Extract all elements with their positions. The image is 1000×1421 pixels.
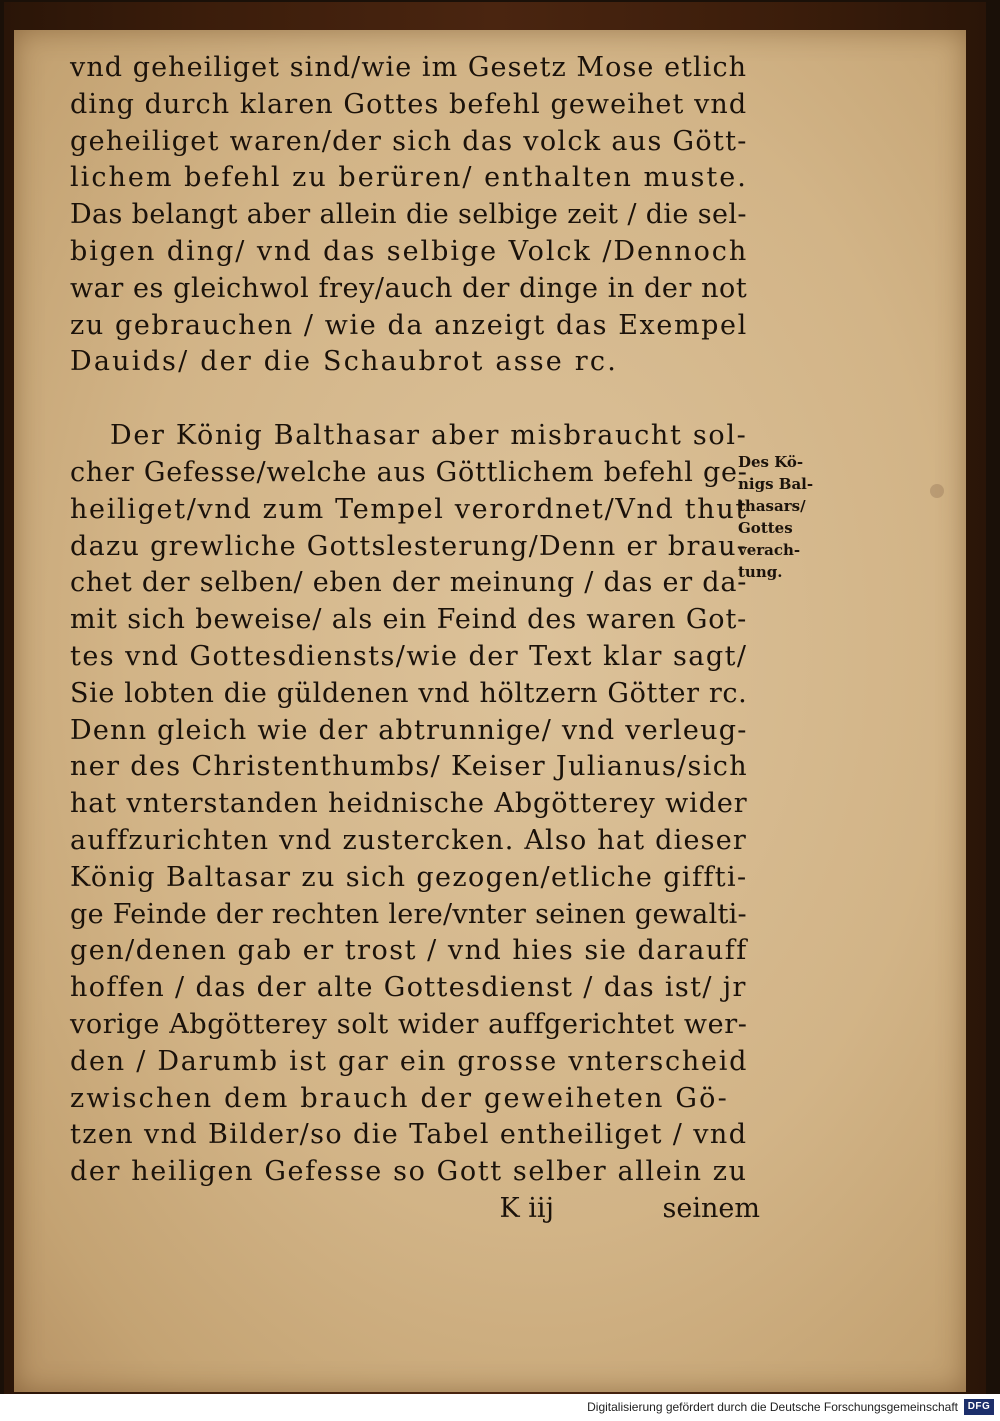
text-line: ner des Christenthumbs/ Keiser Julianus/sich <box>70 751 748 783</box>
paragraph-1 <box>70 50 760 381</box>
footer-bar <box>0 1394 1000 1421</box>
text-line: Sie lobten die güldenen vnd höltzern Götter rc. <box>70 677 748 709</box>
text-line: cher Gefesse/welche aus Göttlichem befehl ge- <box>70 456 748 488</box>
marginal-note-line: nigs Bal- <box>738 475 814 493</box>
text-line: Das belangt aber allein die selbige zeit / die sel- <box>70 199 747 231</box>
text-line: geheiliget waren/der sich das volck aus Gött- <box>70 125 748 157</box>
paragraph-gap <box>70 381 760 418</box>
text-line: tes vnd Gottesdiensts/wie der Text klar sagt/ <box>70 640 748 672</box>
text-line: gen/denen gab er trost / vnd hies sie darauff <box>70 935 748 967</box>
text-line: vnd geheiliget sind/wie im Gesetz Mose etlich <box>70 52 748 83</box>
text-line: Dauids/ der die Schaubrot asse rc. <box>70 346 618 378</box>
text-line: Der König Balthasar aber misbraucht sol- <box>110 420 748 452</box>
text-line: ding durch klaren Gottes befehl geweihet vnd <box>70 88 748 120</box>
text-line: tzen vnd Bilder/so die Tabel entheiliget / vnd <box>70 1119 748 1151</box>
marginal-note-line: tung. <box>738 563 783 581</box>
text-line: König Baltasar zu sich gezogen/etliche giffti- <box>70 861 748 893</box>
text-line: auffzurichten vnd zustercken. Also hat dieser <box>70 824 748 856</box>
catchword: seinem <box>662 1192 760 1224</box>
text-line: Denn gleich wie der abtrunnige/ vnd verleug- <box>70 714 748 746</box>
marginal-note <box>738 451 838 583</box>
text-line: vorige Abgötterey solt wider auffgerichtet wer- <box>70 1008 748 1040</box>
text-line: mit sich beweise/ als ein Feind des waren Got- <box>70 604 748 636</box>
text-line: ge Feinde der rechten lere/vnter seinen gewalti- <box>70 898 747 930</box>
page-foot-line <box>70 1191 760 1228</box>
main-text <box>70 50 760 1228</box>
footer-credit: Digitalisierung gefördert durch die Deutsche Forschungsgemeinschaft <box>587 1400 958 1414</box>
signature-mark: K iij <box>499 1192 554 1224</box>
text-line: dazu grewliche Gottslesterung/Denn er brau- <box>70 530 748 562</box>
text-line: zu gebrauchen / wie da anzeigt das Exempel <box>70 309 748 341</box>
text-line: zwischen dem brauch der geweiheten Gö- <box>70 1082 729 1114</box>
marginal-note-line: Gottes <box>738 519 793 537</box>
text-line: bigen ding/ vnd das selbige Volck /Dennoch <box>70 235 749 267</box>
text-line: hoffen / das der alte Gottesdienst / das ist/ jr <box>70 972 747 1004</box>
text-line: hat vnterstanden heidnische Abgötterey wider <box>70 788 748 820</box>
text-line: chet der selben/ eben der meinung / das er da- <box>70 567 748 599</box>
text-line: war es gleichwol frey/auch der dinge in der not <box>70 272 748 304</box>
marginal-note-line: Des Kö- <box>738 453 804 471</box>
text-line: der heiligen Gefesse so Gott selber allein zu <box>70 1156 748 1188</box>
dfg-logo: DFG <box>964 1399 994 1415</box>
text-line: lichem befehl zu berüren/ enthalten muste. <box>70 162 748 194</box>
marginal-note-line: verach- <box>738 541 801 559</box>
text-line: den / Darumb ist gar ein grosse vnterscheid <box>70 1045 749 1077</box>
marginal-note-line: thasars/ <box>738 497 806 515</box>
paragraph-2 <box>70 418 760 1191</box>
text-line: heiliget/vnd zum Tempel verordnet/Vnd thut <box>70 493 748 525</box>
paper-stain <box>930 484 944 498</box>
